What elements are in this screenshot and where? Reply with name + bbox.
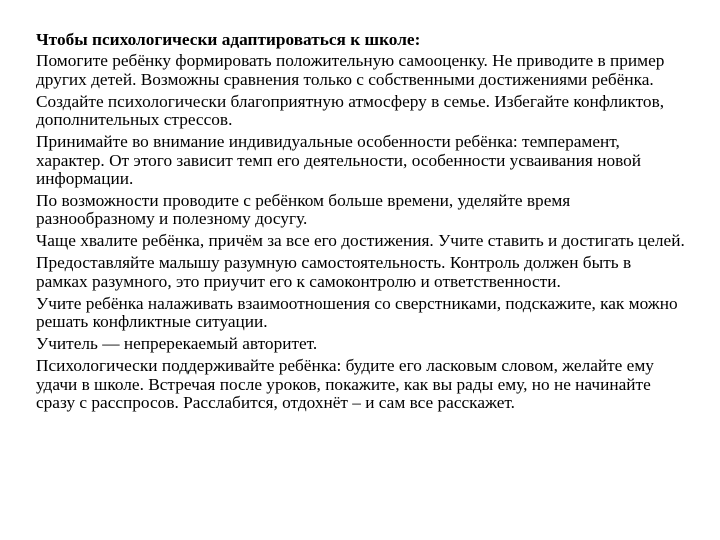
slide-content bbox=[36, 31, 686, 416]
paragraph-family-atmosphere: Создайте психологически благоприятную атмосферу в семье. Избегайте конфликтов, дополнительных стрессов. bbox=[36, 91, 665, 130]
slide-heading: Чтобы психологически адаптироваться к школе: bbox=[36, 30, 421, 49]
paragraph-praise: Чаще хвалите ребёнка, причём за все его достижения. Учите ставить и достигать целей. bbox=[36, 231, 685, 251]
paragraph-peer-relations: Учите ребёнка налаживать взаимоотношения со сверстниками, подскажите, как можно решать конфликтные ситуации. bbox=[36, 293, 678, 332]
paragraph-individual-traits: Принимайте во внимание индивидуальные особенности ребёнка: темперамент, характер. От этого зависит темп его деятельности, особенности усваивания новой информации. bbox=[36, 132, 642, 189]
paragraph-support: Психологически поддерживайте ребёнка: будите его ласковым словом, желайте ему удачи в школе. Встречая после уроков, покажите, как вы рады ему, но не начинайте сразу с расспросов. Расслабится, отдохнёт – и сам все расскажет. bbox=[36, 356, 654, 413]
paragraph-teacher-authority: Учитель — непререкаемый авторитет. bbox=[36, 334, 318, 354]
paragraph-independence: Предоставляйте малышу разумную самостоятельность. Контроль должен быть в рамках разумного, это приучит его к самоконтролю и ответственности. bbox=[36, 253, 632, 291]
paragraph-self-esteem: Помогите ребёнку формировать положительную самооценку. Не приводите в пример других детей. Возможны сравнения только с собственными достижениями ребёнка. bbox=[36, 51, 665, 89]
paragraph-spend-time: По возможности проводите с ребёнком больше времени, уделяйте время разнообразному и полезному досугу. bbox=[36, 191, 571, 229]
